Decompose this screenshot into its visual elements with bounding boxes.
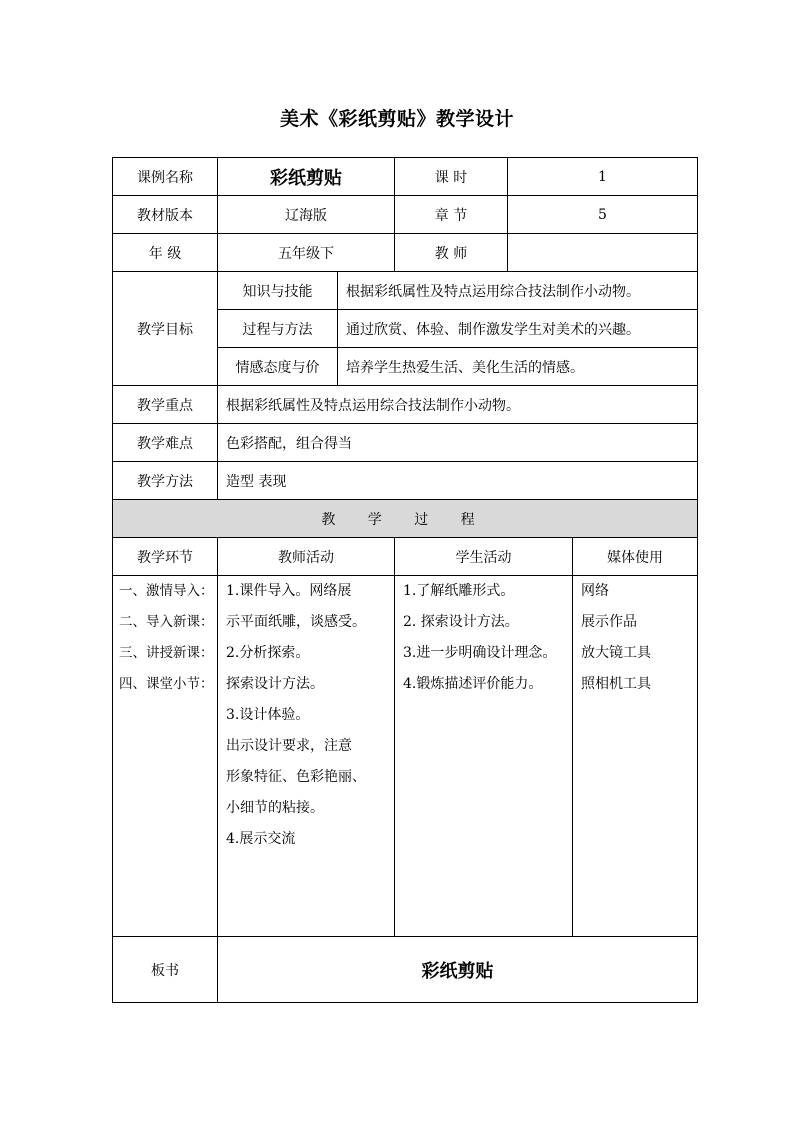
difficulty-label: 教学难点 <box>113 424 218 462</box>
teacher-activity-line: 2.分析探索。 <box>226 645 310 661</box>
row-board <box>113 937 698 1003</box>
goal-text: 根据彩纸属性及特点运用综合技法制作小动物。 <box>338 272 698 310</box>
row-process-body <box>113 576 698 937</box>
teacher-value <box>508 234 698 272</box>
teacher-activity-cell <box>218 576 395 937</box>
hours-value: 1 <box>508 158 698 196</box>
student-activity-line: 3.进一步明确设计理念。 <box>403 645 557 661</box>
board-text: 彩纸剪贴 <box>218 937 698 1003</box>
hours-label: 课 时 <box>395 158 508 196</box>
edition-value: 辽海版 <box>218 196 395 234</box>
teacher-activity-line: 示平面纸雕，谈感受。 <box>226 614 366 630</box>
teacher-activity-line: 1.课件导入。网络展 <box>226 583 352 599</box>
goal-text: 通过欣赏、体验、制作激发学生对美术的兴趣。 <box>338 310 698 348</box>
stage-item: 二、导入新课： <box>119 614 214 630</box>
teacher-label: 教 师 <box>395 234 508 272</box>
course-label: 课例名称 <box>113 158 218 196</box>
process-header: 教 学 过 程 <box>113 500 698 538</box>
goal-row-1 <box>113 272 698 310</box>
difficulty-text: 色彩搭配，组合得当 <box>218 424 698 462</box>
media-item: 照相机工具 <box>581 676 651 692</box>
chapter-value: 5 <box>508 196 698 234</box>
media-cell <box>573 576 698 937</box>
teacher-activity-line: 4.展示交流 <box>226 831 296 847</box>
grade-value: 五年级下 <box>218 234 395 272</box>
media-item: 放大镜工具 <box>581 645 651 661</box>
student-activity-line: 2. 探索设计方法。 <box>403 614 519 630</box>
row-grade <box>113 234 698 272</box>
teacher-activity-line: 出示设计要求，注意 <box>226 738 352 754</box>
row-method <box>113 462 698 500</box>
goal-name: 知识与技能 <box>218 272 338 310</box>
column-header: 教学环节 <box>113 538 218 576</box>
grade-label: 年 级 <box>113 234 218 272</box>
row-process-header <box>113 500 698 538</box>
column-header: 教师活动 <box>218 538 395 576</box>
student-activity-cell <box>395 576 573 937</box>
teacher-activity-line: 探索设计方法。 <box>226 676 324 692</box>
goals-label: 教学目标 <box>113 272 218 386</box>
document-title: 美术《彩纸剪贴》教学设计 <box>279 108 514 130</box>
stage-item: 一、激情导入： <box>119 583 214 599</box>
course-value: 彩纸剪贴 <box>218 158 395 196</box>
student-activity-line: 4.锻炼描述评价能力。 <box>403 676 543 692</box>
edition-label: 教材版本 <box>113 196 218 234</box>
teacher-activity-line: 小细节的粘接。 <box>226 800 324 816</box>
row-edition <box>113 196 698 234</box>
row-course <box>113 158 698 196</box>
row-process-columns <box>113 538 698 576</box>
row-difficulty <box>113 424 698 462</box>
goal-name: 情感态度与价 <box>218 348 338 386</box>
stage-item: 三、讲授新课： <box>119 645 214 661</box>
column-header: 学生活动 <box>395 538 573 576</box>
goal-name: 过程与方法 <box>218 310 338 348</box>
teacher-activity-line: 3.设计体验。 <box>226 707 310 723</box>
board-label: 板书 <box>113 937 218 1003</box>
chapter-label: 章 节 <box>395 196 508 234</box>
column-header: 媒体使用 <box>573 538 698 576</box>
media-item: 展示作品 <box>581 614 637 630</box>
row-key-point <box>113 386 698 424</box>
teacher-activity-line: 形象特征、色彩艳丽、 <box>226 769 366 785</box>
method-text: 造型 表现 <box>218 462 698 500</box>
lesson-plan-table <box>112 157 698 1003</box>
method-label: 教学方法 <box>113 462 218 500</box>
key-point-text: 根据彩纸属性及特点运用综合技法制作小动物。 <box>218 386 698 424</box>
media-item: 网络 <box>581 583 609 599</box>
stage-item: 四、课堂小节： <box>119 676 214 692</box>
key-point-label: 教学重点 <box>113 386 218 424</box>
stages-cell <box>113 576 218 937</box>
goal-text: 培养学生热爱生活、美化生活的情感。 <box>338 348 698 386</box>
student-activity-line: 1.了解纸雕形式。 <box>403 583 515 599</box>
